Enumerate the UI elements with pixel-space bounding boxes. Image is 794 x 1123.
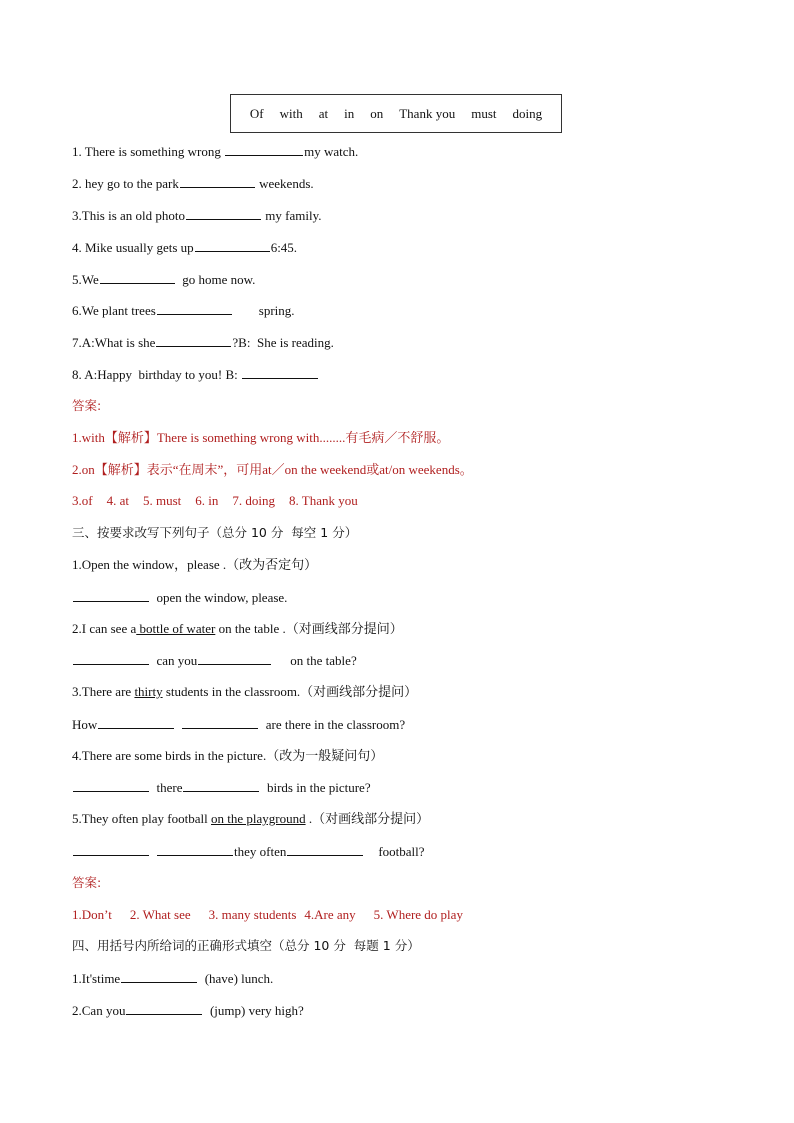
question-3-3-answer: How are there in the classroom?	[72, 717, 406, 732]
question-3-5-prompt: 5.They often play football on the playground .（对画线部分提问）	[72, 811, 430, 826]
answer-label: 答案:	[72, 875, 102, 890]
question-2-4: 4. Mike usually gets up 6:45.	[72, 240, 298, 255]
answer-explanation-1: 1.with【解析】There is something wrong with........有毛病／不舒服。	[72, 430, 450, 445]
answer-blank[interactable]	[183, 779, 259, 792]
section-4-heading: 四、用括号内所给词的正确形式填空（总分 10 分 每题 1 分）	[72, 938, 420, 953]
question-3-4-prompt: 4.There are some birds in the picture.（改为一般疑问句）	[72, 748, 384, 763]
question-2-5: 5.We go home now.	[72, 272, 256, 287]
question-4-1: 1.It'stime (have) lunch.	[72, 971, 274, 986]
answer-blank[interactable]	[156, 334, 231, 347]
answer-blank[interactable]	[73, 779, 149, 792]
answer-explanation-2: 2.on【解析】表示“在周末”，可用at／on the weekend或at/on weekends。	[72, 462, 473, 477]
section-3-heading: 三、按要求改写下列句子（总分 10 分 每空 1 分）	[72, 525, 358, 540]
answer-blank[interactable]	[180, 175, 255, 188]
answer-blank[interactable]	[100, 271, 175, 284]
question-3-4-answer: there birds in the picture?	[72, 779, 371, 796]
question-4-2: 2.Can you (jump) very high?	[72, 1003, 304, 1018]
answer-blank[interactable]	[225, 143, 303, 156]
answer-list: 3.of 4. at 5. must 6. in 7. doing 8. Thank you	[72, 493, 358, 508]
word-bank-item: must	[471, 105, 497, 121]
answer-blank[interactable]	[73, 652, 149, 665]
word-bank-item: doing	[512, 105, 543, 121]
question-2-6: 6.We plant trees spring.	[72, 303, 295, 318]
word-bank-item: Thank you	[399, 105, 456, 121]
question-2-8: 8. A:Happy birthday to you! B:	[72, 366, 319, 383]
word-bank-item: with	[279, 105, 303, 121]
word-bank-item: Of	[249, 105, 264, 121]
question-2-1: 1. There is something wrong my watch.	[72, 144, 359, 159]
answer-blank[interactable]	[73, 843, 149, 856]
question-3-2-answer: can you on the table?	[72, 652, 357, 669]
answer-label: 答案:	[72, 398, 102, 413]
answer-blank[interactable]	[287, 843, 363, 856]
answer-blank[interactable]	[182, 716, 258, 729]
answer-blank[interactable]	[98, 716, 174, 729]
answer-blank[interactable]	[186, 207, 261, 220]
question-2-3: 3.This is an old photo my family.	[72, 208, 322, 223]
answer-blank[interactable]	[242, 366, 318, 379]
answer-blank[interactable]	[195, 239, 270, 252]
word-bank-box	[230, 94, 562, 133]
answer-blank[interactable]	[157, 843, 233, 856]
answer-blank[interactable]	[73, 589, 149, 602]
question-2-2: 2. hey go to the park weekends.	[72, 176, 314, 191]
question-3-2-prompt: 2.I can see a bottle of water on the table .（对画线部分提问）	[72, 621, 403, 636]
answer-blank[interactable]	[198, 652, 271, 665]
question-3-1-answer: open the window, please.	[72, 589, 287, 606]
answer-blank[interactable]	[121, 970, 197, 983]
word-bank-item: at	[318, 105, 329, 121]
word-bank-item: in	[344, 105, 355, 121]
answer-blank[interactable]	[157, 302, 232, 315]
answer-blank[interactable]	[126, 1002, 202, 1015]
answer-list: 1.Don’t 2. What see 3. many students 4.Are any 5. Where do play	[72, 907, 463, 922]
question-3-5-answer: they often football?	[72, 843, 425, 860]
word-bank-item: on	[370, 105, 384, 121]
question-2-7: 7.A:What is she ?B: She is reading.	[72, 335, 334, 350]
question-3-3-prompt: 3.There are thirty students in the classroom.（对画线部分提问）	[72, 684, 418, 699]
question-3-1-prompt: 1.Open the window，please .（改为否定句）	[72, 557, 318, 572]
